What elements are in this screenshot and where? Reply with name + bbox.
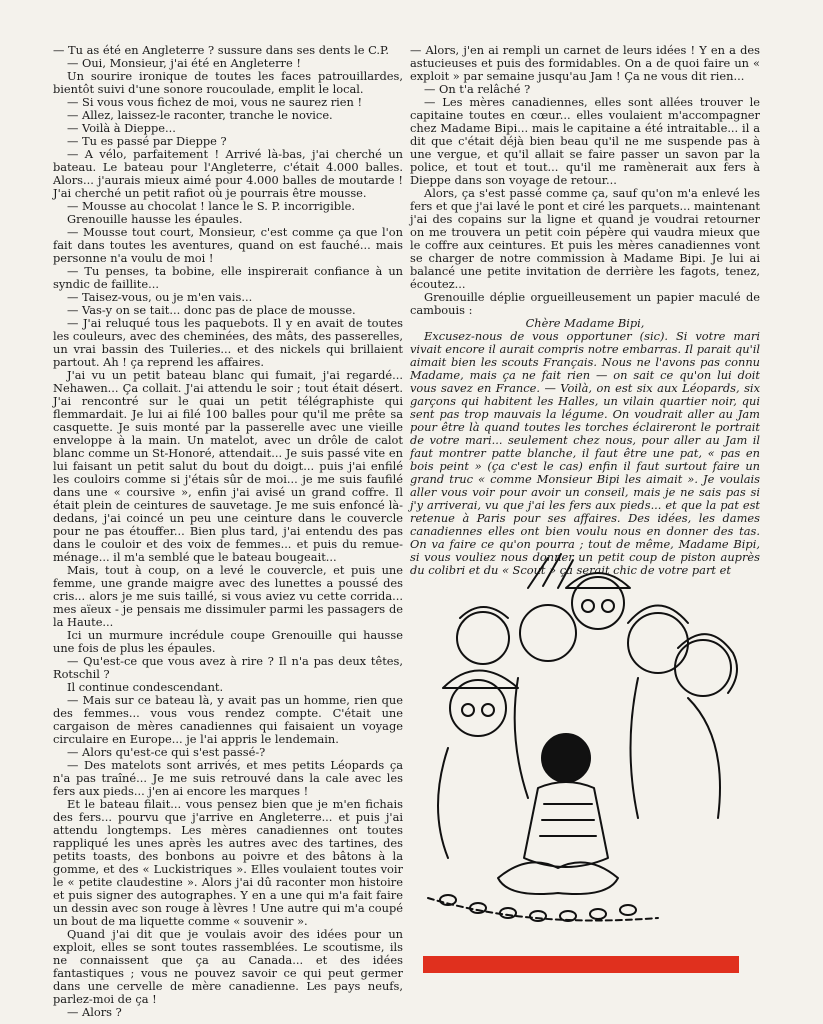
paragraph: — On t'a relâché ?	[424, 82, 531, 96]
letter-body	[410, 330, 760, 577]
paragraph: — Qu'est-ce que vous avez à rire ? Il n'a pas deux têtes, Rotschil ?	[53, 654, 403, 681]
paragraph: — Voilà à Dieppe...	[67, 121, 176, 135]
left-text-column	[53, 43, 403, 1019]
paragraph: Il continue condescendant.	[67, 680, 224, 694]
paragraph: Alors, ça s'est passé comme ça, sauf qu'on m'a enlevé les fers et que j'ai lavé le pont et ciré les parquets... maintenant j'ai des copains sur la ligne et quand je voudrai retourner on me trouvera un petit coin pépère qui vaudra mieux que le coffre aux ceintures. Et puis les mères canadiennes vont se charger de notre commission à Madame Bipi. Je lui ai balancé une petite invitation de derrière les fagots, tenez, écoutez...	[410, 186, 760, 291]
paragraph: — Les mères canadiennes, elles sont allées trouver le capitaine toutes en cœur... elles voulaient m'accompagner chez Madame Bipi... mais le capitaine a été intraitable... il a dit que c'était déjà bien beau qu'il ne me suspende pas à une vergue, et qu'il allait se faire passer un savon par la police, et tout et tout... qu'il me ramènerait aux fers à Dieppe dans son voyage de retour...	[410, 95, 760, 187]
accent-bar	[423, 956, 739, 973]
paragraph: — J'ai reluqué tous les paquebots. Il y en avait de toutes les couleurs, avec des cheminées, des mâts, des passerelles, un vrai bassin des Tuileries... et des nickels qui brillaient partout. Ah ! ça reprend les affaires.	[53, 316, 403, 369]
paragraph: Grenouille hausse les épaules.	[67, 212, 243, 226]
paragraph: — Tu penses, ta bobine, elle inspirerait confiance à un syndic de faillite...	[53, 264, 403, 291]
paragraph: — Tu es passé par Dieppe ?	[67, 134, 227, 148]
paragraph: Mais, tout à coup, on a levé le couvercle, et puis une femme, une grande maigre avec des lunettes a poussé des cris... alors je me suis taillé, si vous aviez vu cette corrida... mes aïeux - je pensais me dissimuler parmi les passagers de la Haute...	[53, 563, 403, 629]
sketch-drawing-icon	[388, 548, 788, 948]
paragraph: — Oui, Monsieur, j'ai été en Angleterre !	[67, 56, 301, 70]
paragraph: — Mais sur ce bateau là, y avait pas un homme, rien que des femmes... vous vous rendez compte. C'était une cargaison de mères canadiennes qui faisaient un voyage circulaire en Europe... je l'ai appris le lendemain.	[53, 693, 403, 746]
paragraph: Quand j'ai dit que je voulais avoir des idées pour un exploit, elles se sont toutes rassemblées. Le scoutisme, ils ne connaissent que ça au Canada... et des idées fantastiques ; vous ne pouvez savoir ce qui peut germer dans une cervelle de mère canadienne. Les pays neufs, parlez-moi de ça !	[53, 927, 403, 1006]
paragraph: Ici un murmure incrédule coupe Grenouille qui hausse une fois de plus les épaules.	[53, 628, 403, 655]
paragraph: — Alors ?	[67, 1005, 122, 1019]
paragraph: Excusez-nous de vous opportuner (sic). Si votre mari vivait encore il aurait compris notre embarras. Il parait qu'il aimait bien les scouts Français. Nous ne l'avons pas connu Madame, mais ça ne fait rien — on sait ce qu'on lui doit vous savez en France. — Voilà, on est six aux Léopards, six garçons qui habitent les Halles, un vilain quartier noir, qui sent pas trop mauvais la légume. On voudrait aller au Jam pour être là quand toutes les torches éclaireront le portrait de votre mari... seulement chez nous, pour aller au Jam il faut montrer patte blanche, il faut être une pat, « pas en bois peint » (ça c'est le cas) enfin il faut surtout faire un grand truc « comme Monsieur Bipi les aimait ». Je voulais aller vous voir pour avoir un conseil, mais je ne sais pas si j'y arriverai, vu que j'ai les fers aux pieds... et que la pat est retenue à Paris pour ses affaires. Des idées, les dames canadiennes elles ont bien voulu nous en donner des tas. On va faire ce qu'on pourra ; tout de même, Madame Bipi, si vous vouliez nous donner un petit coup de piston auprès du colibri et du « Scout » ça serait chic de votre part et	[410, 329, 760, 577]
paragraph: Grenouille déplie orgueilleusement un papier maculé de cambouis :	[410, 290, 760, 317]
paragraph: — Allez, laissez-le raconter, tranche le novice.	[67, 108, 333, 122]
paragraph: J'ai vu un petit bateau blanc qui fumait, j'ai regardé... Nehawen... Ça collait. J'ai attendu le soir ; tout était désert. J'ai rencontré sur le quai un petit télégraphiste qui flemmardait. Je lui ai filé 100 balles pour qu'il me prête sa casquette. Je suis monté par la passerelle avec une vieille enveloppe à la main. Un matelot, avec un drôle de calot blanc comme un St-Honoré, attendait... Je suis passé vite en lui faisant un petit salut du bout du doigt... puis j'ai enfilé les couloirs comme si j'étais sûr de moi... je me suis faufilé dans une « coursive », enfin j'ai avisé un grand coffre. Il était plein de ceintures de sauvetage. Je me suis enfoncé là-dedans, j'ai coincé un peu une ceinture dans le couvercle pour ne pas étouffer... Bien plus tard, j'ai entendu des pas dans le couloir et des voix de femmes... et puis du remue-ménage... il m'a semblé que le bateau bougeait...	[53, 368, 403, 564]
paragraph: — Mousse au chocolat ! lance le S. P. incorrigible.	[67, 199, 356, 213]
paragraph: — Vas-y on se tait... donc pas de place de mousse.	[67, 303, 356, 317]
paragraph: — Si vous vous fichez de moi, vous ne saurez rien !	[67, 95, 363, 109]
letter-salutation: Chère Madame Bipi,	[525, 316, 645, 330]
right-text-column	[410, 43, 760, 577]
paragraph: — Mousse tout court, Monsieur, c'est comme ça que l'on fait dans toutes les aventures, quand on est fauché... mais personne n'a voulu de moi !	[53, 225, 403, 265]
paragraph: — Tu as été en Angleterre ? sussure dans ses dents le C.P.	[53, 43, 390, 57]
paragraph: — Taisez-vous, ou je m'en vais...	[67, 290, 253, 304]
paragraph: — Alors, j'en ai rempli un carnet de leurs idées ! Y en a des astucieuses et puis des formidables. On a de quoi faire un « exploit » par semaine jusqu'au Jam ! Ça ne vous dit rien...	[410, 43, 760, 83]
paragraph: — Des matelots sont arrivés, et mes petits Léopards ça n'a pas traîné... Je me suis retrouvé dans la cale avec les fers aux pieds... j'en ai encore les marques !	[53, 758, 403, 798]
paragraph: Et le bateau filait... vous pensez bien que je m'en fichais des fers... pourvu que j'arrive en Angleterre... et puis j'ai attendu longtemps. Les mères canadiennes ont toutes rappliqué les unes après les autres avec des tartines, des petits toasts, des bonbons au poivre et des bâtons à la gomme, et des « Luckistriques ». Elles voulaient toutes voir le « petite claudestine ». Alors j'ai dû raconter mon histoire et puis signer des autographes. Y en a une qui m'a fait faire un dessin avec son rouge à lèvres ! Une autre qui m'a coupé un bout de ma liquette comme « souvenir ».	[53, 797, 403, 928]
paragraph: — A vélo, parfaitement ! Arrivé là-bas, j'ai cherché un bateau. Le bateau pour l'Angleterre, c'était 4.000 balles. Alors... j'aurais mieux aimé pour 4.000 balles de moutarde ! J'ai cherché un petit rafiot où je pourrais être mousse.	[53, 147, 403, 200]
paragraph: Un sourire ironique de toutes les faces patrouillardes, bientôt suivi d'une sonore roucoulade, emplit le local.	[53, 69, 403, 96]
paragraph: — Alors qu'est-ce qui s'est passé-?	[67, 745, 266, 759]
